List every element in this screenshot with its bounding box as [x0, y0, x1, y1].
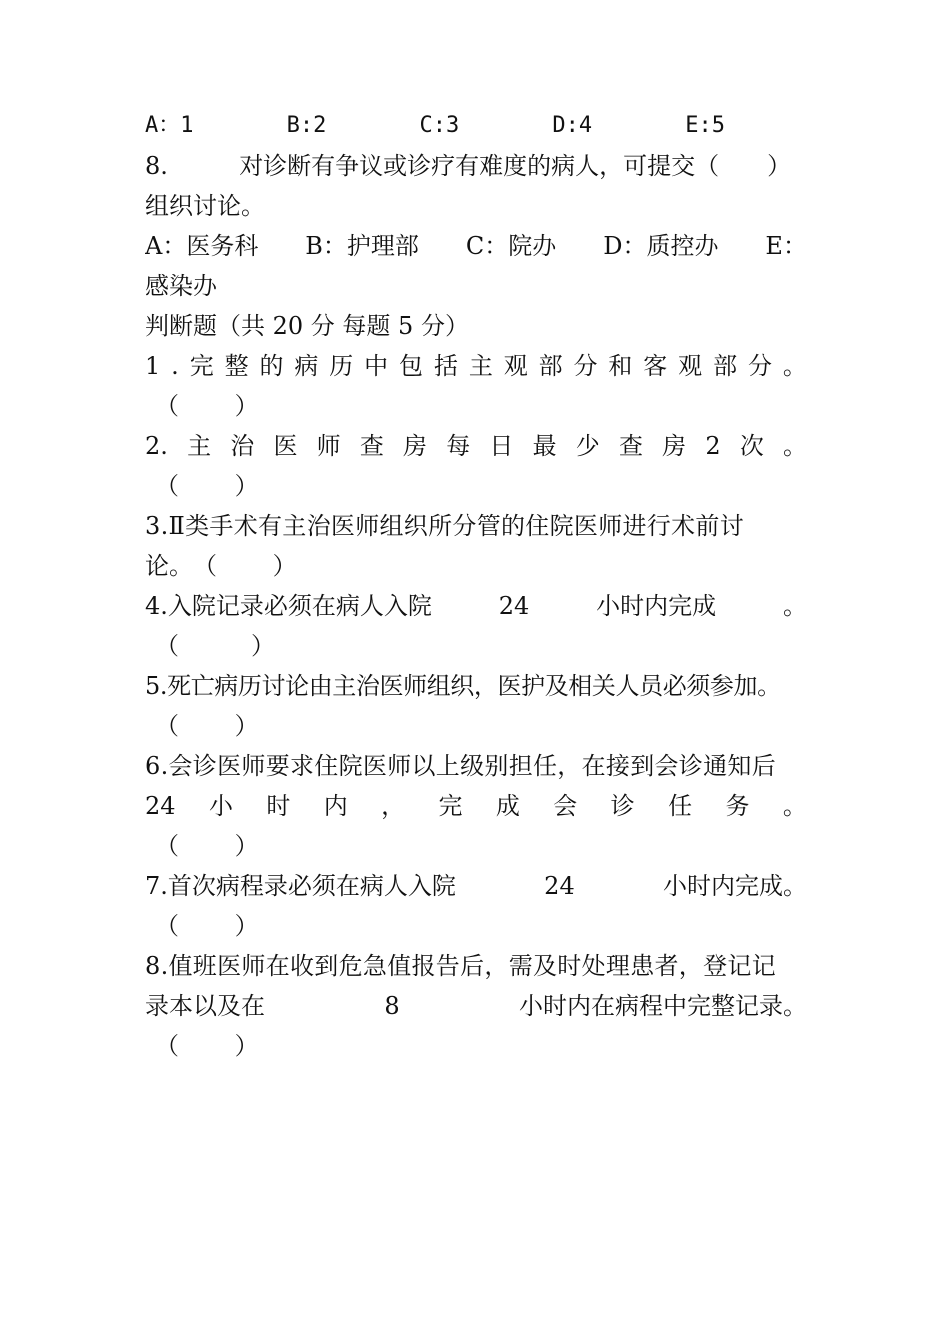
section-title: 判断题（共 20 分 每题 5 分）	[145, 312, 469, 340]
text-token: 成	[495, 792, 520, 820]
answer-blank[interactable]: （ ）	[155, 832, 259, 860]
text-token: 。	[783, 432, 807, 460]
text-token: 次	[739, 432, 764, 460]
text-token: ，	[381, 792, 406, 820]
text-token: .	[171, 352, 179, 380]
text-token: 任	[668, 792, 693, 820]
answer-blank[interactable]: （ ）	[155, 712, 259, 740]
option-c: C:3	[419, 113, 460, 138]
judge-item-3: 3.Ⅱ类手术有主治医师组织所分管的住院医师进行术前讨	[145, 512, 745, 540]
text-token: 小时内在病程中完整记录。	[519, 992, 807, 1020]
option-c: C：院办	[465, 232, 557, 260]
text-token: 。	[782, 352, 807, 380]
text-token: 录本以及在	[145, 992, 265, 1020]
judge-item-6: 6.会诊医师要求住院医师以上级别担任，在接到会诊通知后	[145, 752, 776, 780]
text-token: 小时内完成。	[662, 872, 807, 900]
answer-blank[interactable]: （ ）	[155, 912, 259, 940]
text-token: 的	[259, 352, 284, 380]
text-token: 会	[553, 792, 578, 820]
text-token: 8	[384, 992, 400, 1020]
text-token: 24	[498, 592, 530, 620]
text-token: 部	[713, 352, 738, 380]
text-token: 和	[608, 352, 633, 380]
text-token: 7.首次病程录必须在病人入院	[145, 872, 456, 900]
judge-item-8: 8.值班医师在收到危急值报告后，需及时处理患者，登记记	[145, 952, 776, 980]
option-e-cont: 感染办	[145, 272, 217, 300]
judge-item-5: 5.死亡病历讨论由主治医师组织，医护及相关人员必须参加。	[145, 672, 781, 700]
text-token: 小	[208, 792, 233, 820]
text-token: 主	[187, 432, 212, 460]
text-token: 病	[294, 352, 319, 380]
answer-blank[interactable]: （ ）	[155, 392, 259, 420]
text-token: 2.	[145, 432, 168, 460]
text-token: 24	[544, 872, 575, 900]
text-token: 最	[532, 432, 557, 460]
text-token: 医	[273, 432, 298, 460]
text-token: 内	[323, 792, 348, 820]
judge-item-3-cont: 论。 （ ）	[145, 552, 297, 580]
options-row-q8	[145, 226, 807, 266]
judge-item-8-cont	[145, 986, 807, 1026]
text-token: 务	[725, 792, 750, 820]
text-token: 分	[747, 352, 772, 380]
text-token: 治	[230, 432, 255, 460]
options-row-q7	[145, 106, 725, 146]
option-e: E：	[765, 232, 807, 260]
text-token: 观	[503, 352, 528, 380]
text-token: 小时内完成	[596, 592, 717, 620]
answer-blank[interactable]: （ ）	[155, 632, 275, 660]
option-d: D:4	[552, 113, 593, 138]
question-8-cont: 组织讨论。	[145, 192, 265, 220]
text-token: 客	[643, 352, 668, 380]
question-number: 8.	[145, 152, 168, 180]
text-token: 2	[705, 432, 721, 460]
text-token: 日	[489, 432, 514, 460]
text-token: 历	[329, 352, 354, 380]
option-b: B:2	[286, 113, 327, 138]
text-token: 房	[403, 432, 428, 460]
question-text: 对诊断有争议或诊疗有难度的病人，可提交（ ）	[239, 152, 792, 180]
text-token: 括	[433, 352, 458, 380]
text-token: 少	[575, 432, 600, 460]
text-token: 。	[782, 792, 807, 820]
text-token: 每	[446, 432, 471, 460]
text-token: 主	[468, 352, 493, 380]
text-token: 4.入院记录必须在病人入院	[145, 592, 432, 620]
text-token: 房	[662, 432, 687, 460]
text-token: 查	[618, 432, 643, 460]
text-token: 整	[224, 352, 249, 380]
answer-blank[interactable]: （ ）	[155, 1032, 259, 1060]
option-a: A：1	[145, 113, 194, 138]
text-token: 。	[782, 592, 807, 620]
text-token: 1	[145, 352, 161, 380]
option-a: A：医务科	[145, 232, 259, 260]
text-token: 诊	[610, 792, 635, 820]
text-token: 包	[399, 352, 424, 380]
judge-item-6-cont	[145, 786, 807, 826]
text-token: 时	[266, 792, 291, 820]
text-token: 中	[364, 352, 389, 380]
option-b: B：护理部	[305, 232, 419, 260]
text-token: 观	[678, 352, 703, 380]
text-token: 完	[189, 352, 214, 380]
question-8	[145, 146, 807, 186]
judge-item-2	[145, 426, 807, 466]
judge-item-4	[145, 586, 807, 626]
option-d: D：质控办	[603, 232, 719, 260]
judge-item-7	[145, 866, 807, 906]
judge-item-1	[145, 346, 807, 386]
text-token: 查	[359, 432, 384, 460]
text-token: 24	[145, 792, 176, 820]
text-token: 完	[438, 792, 463, 820]
option-e: E:5	[685, 113, 725, 138]
text-token: 部	[538, 352, 563, 380]
text-token: 师	[316, 432, 341, 460]
text-token: 分	[573, 352, 598, 380]
answer-blank[interactable]: （ ）	[155, 472, 259, 500]
